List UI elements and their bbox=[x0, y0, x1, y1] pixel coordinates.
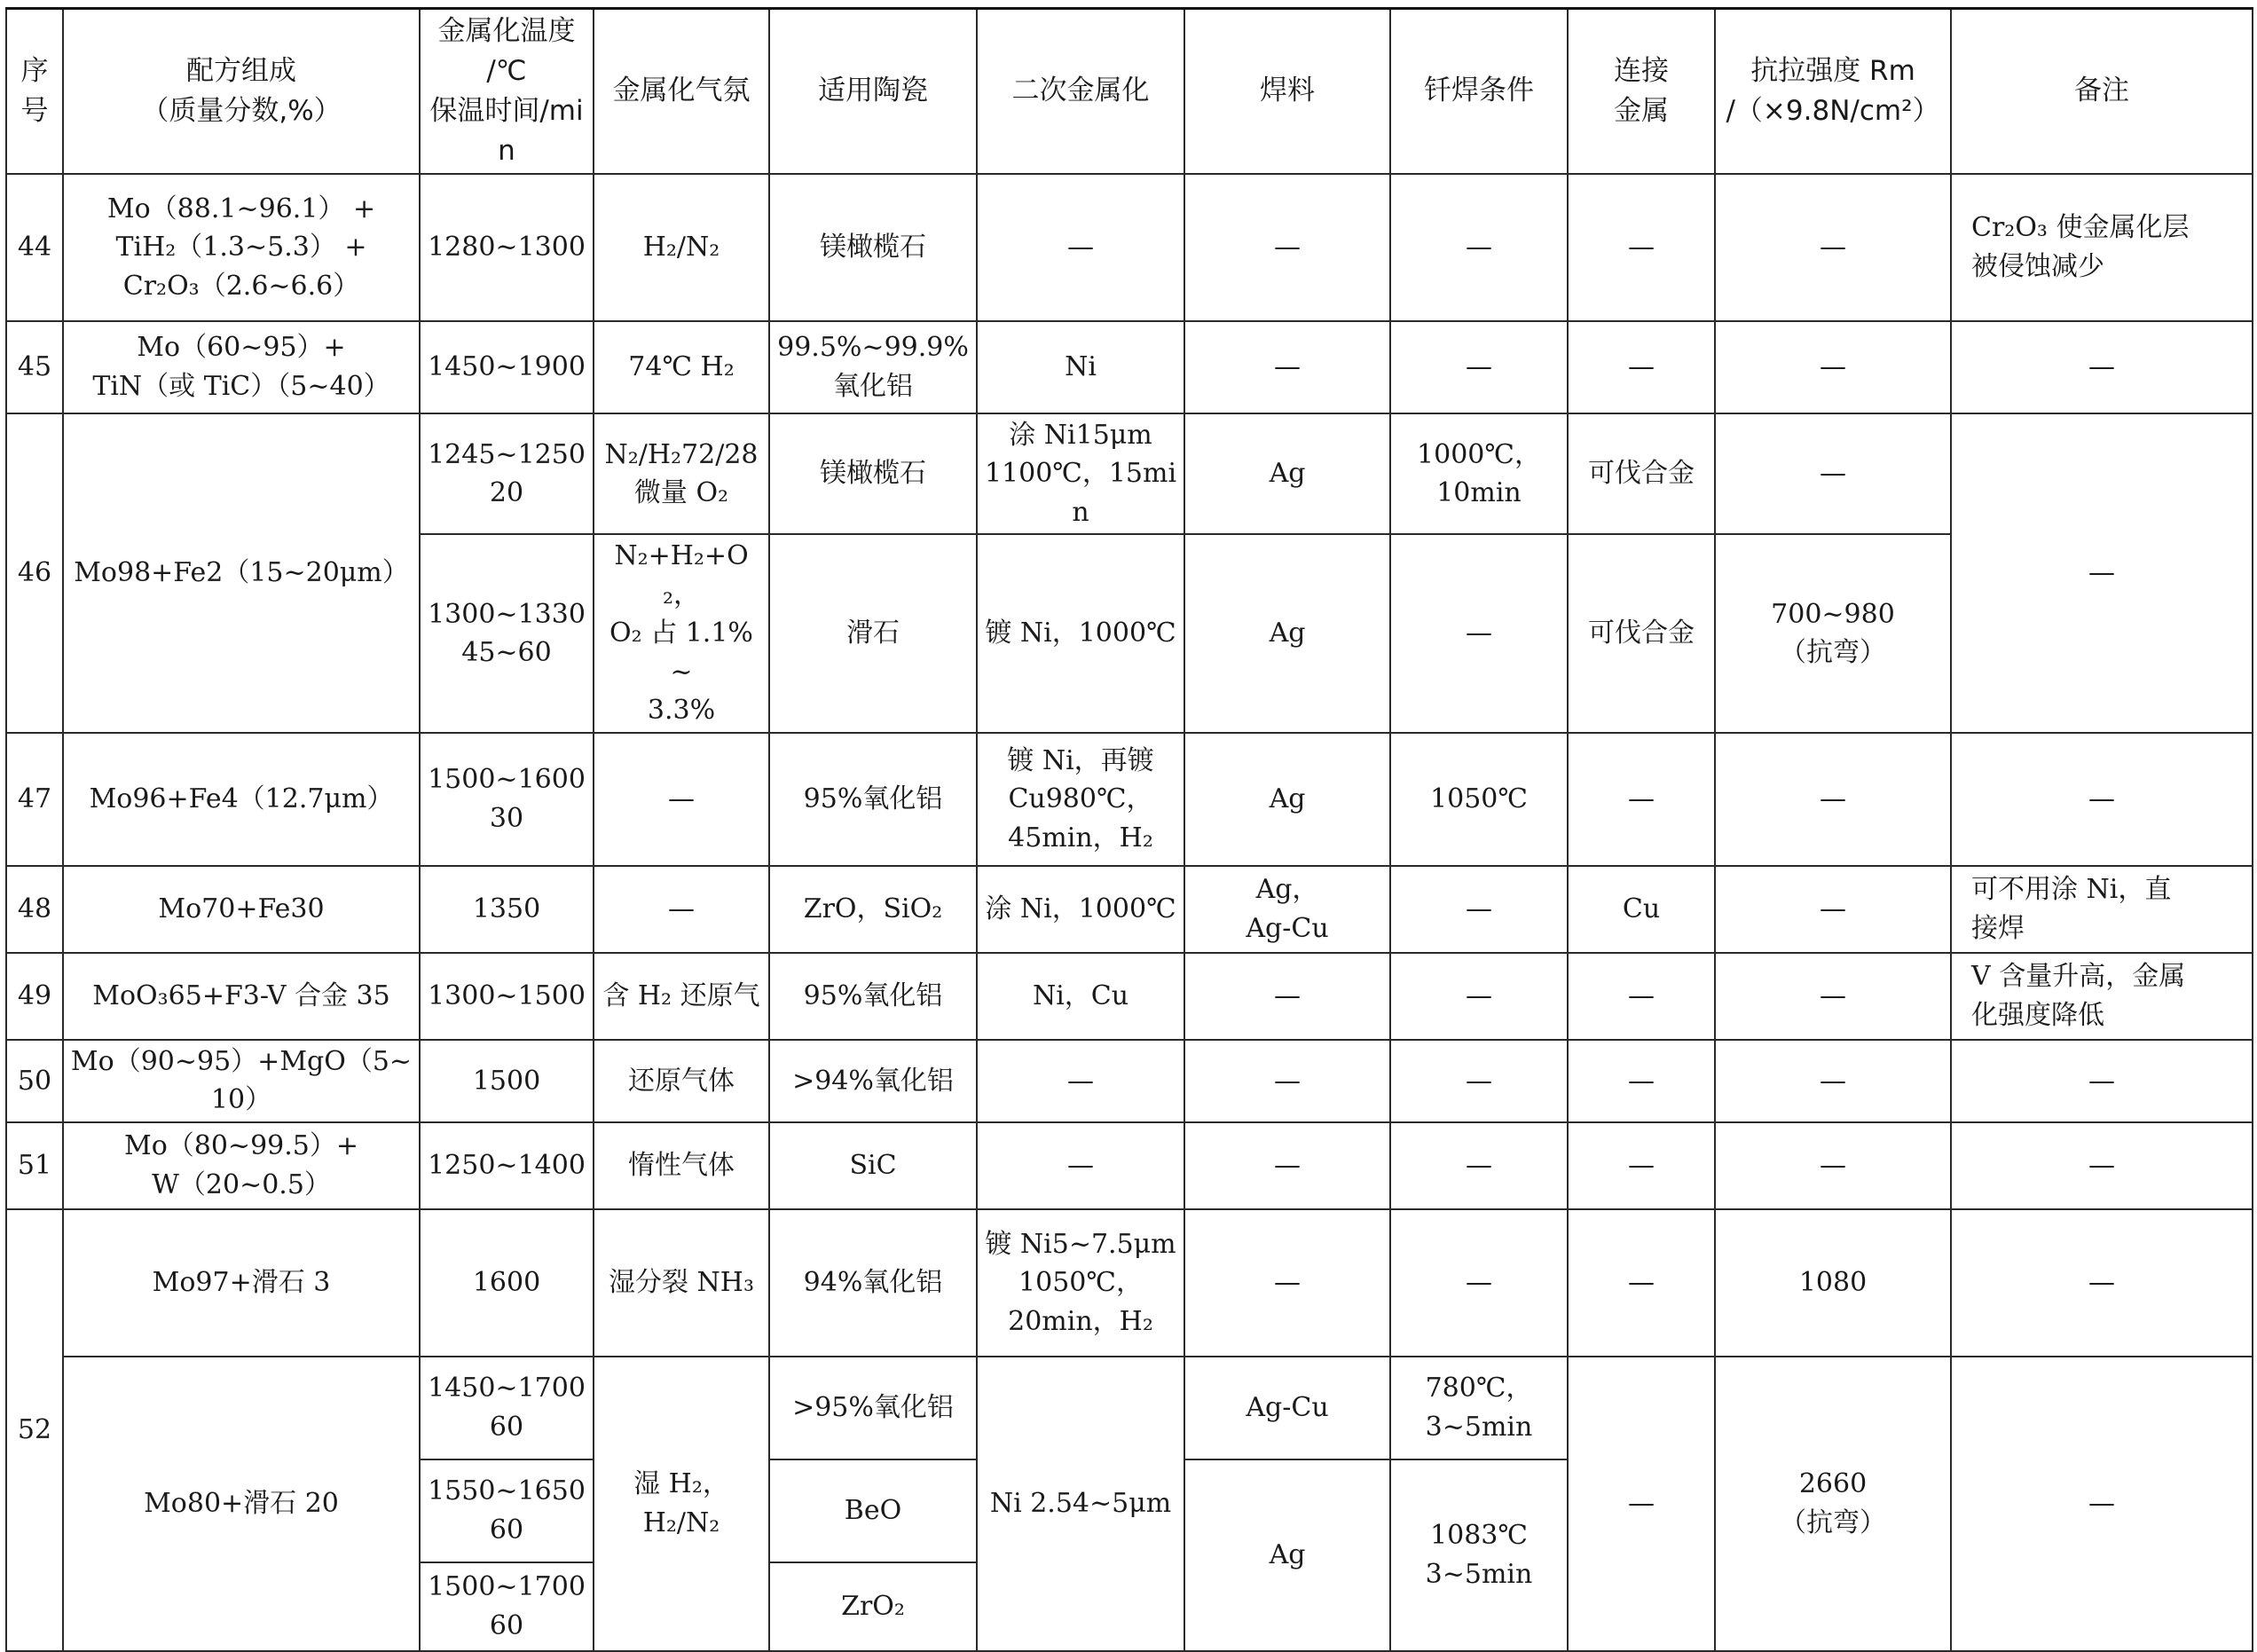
temp-cell: 1300~1500 bbox=[420, 953, 594, 1040]
brazing-cell: 780℃， 3~5min bbox=[1390, 1357, 1568, 1459]
atmosphere-cell: N₂/H₂72/28 微量 O₂ bbox=[594, 413, 769, 535]
atmosphere-cell: — bbox=[594, 866, 769, 953]
second-metallization-cell: 涂 Ni，1000℃ bbox=[977, 866, 1184, 953]
header-joint-metal: 连接 金属 bbox=[1568, 9, 1715, 174]
temp-cell: 1450~1700 60 bbox=[420, 1357, 594, 1459]
brazing-cell: — bbox=[1390, 174, 1568, 321]
recipe-cell: Mo（80~99.5）+ W（20~0.5） bbox=[63, 1122, 420, 1209]
note-cell: — bbox=[1951, 321, 2253, 413]
second-metallization-cell: 涂 Ni15μm 1100℃，15min bbox=[977, 413, 1184, 535]
strength-cell: — bbox=[1715, 733, 1951, 866]
header-note: 备注 bbox=[1951, 9, 2253, 174]
recipe-cell: Mo70+Fe30 bbox=[63, 866, 420, 953]
strength-cell: — bbox=[1715, 1040, 1951, 1122]
ceramic-cell: >94%氧化铝 bbox=[769, 1040, 977, 1122]
row-no: 50 bbox=[6, 1040, 63, 1122]
atmosphere-cell: 含 H₂ 还原气 bbox=[594, 953, 769, 1040]
atmosphere-cell: 湿 H₂， H₂/N₂ bbox=[594, 1357, 769, 1651]
solder-cell: Ag bbox=[1184, 733, 1390, 866]
header-brazing-condition: 钎焊条件 bbox=[1390, 9, 1568, 174]
recipe-cell: Mo80+滑石 20 bbox=[63, 1357, 420, 1651]
row-no: 46 bbox=[6, 413, 63, 733]
second-metallization-cell: Ni，Cu bbox=[977, 953, 1184, 1040]
recipe-cell: Mo（88.1~96.1） + TiH₂（1.3~5.3） + Cr₂O₃（2.6~6.6） bbox=[63, 174, 420, 321]
note-cell: V 含量升高，金属 化强度降低 bbox=[1951, 953, 2253, 1040]
note-cell: — bbox=[1951, 1122, 2253, 1209]
temp-cell: 1250~1400 bbox=[420, 1122, 594, 1209]
table-row bbox=[6, 413, 2253, 535]
header-atmosphere: 金属化气氛 bbox=[594, 9, 769, 174]
joint-metal-cell: — bbox=[1568, 1357, 1715, 1651]
table-row bbox=[6, 1122, 2253, 1209]
atmosphere-cell: N₂+H₂+O₂， O₂ 占 1.1%~ 3.3% bbox=[594, 534, 769, 733]
joint-metal-cell: — bbox=[1568, 733, 1715, 866]
note-cell: — bbox=[1951, 413, 2253, 733]
ceramic-cell: ZrO₂ bbox=[769, 1562, 977, 1651]
brazing-cell: — bbox=[1390, 866, 1568, 953]
header-solder: 焊料 bbox=[1184, 9, 1390, 174]
header-tensile-strength: 抗拉强度 Rm /（×9.8N/cm²） bbox=[1715, 9, 1951, 174]
header-second-metallization: 二次金属化 bbox=[977, 9, 1184, 174]
ceramic-cell: SiC bbox=[769, 1122, 977, 1209]
header-recipe: 配方组成 （质量分数,%） bbox=[63, 9, 420, 174]
brazing-cell: 1050℃ bbox=[1390, 733, 1568, 866]
header-no: 序 号 bbox=[6, 9, 63, 174]
solder-cell: — bbox=[1184, 1122, 1390, 1209]
temp-cell: 1550~1650 60 bbox=[420, 1459, 594, 1562]
brazing-cell: 1000℃， 10min bbox=[1390, 413, 1568, 535]
strength-cell: 2660 （抗弯） bbox=[1715, 1357, 1951, 1651]
atmosphere-cell: 惰性气体 bbox=[594, 1122, 769, 1209]
row-no: 49 bbox=[6, 953, 63, 1040]
note-cell: — bbox=[1951, 1357, 2253, 1651]
solder-cell: Ag-Cu bbox=[1184, 1357, 1390, 1459]
brazing-cell: — bbox=[1390, 1122, 1568, 1209]
row-no: 45 bbox=[6, 321, 63, 413]
solder-cell: Ag bbox=[1184, 1459, 1390, 1651]
row-no: 48 bbox=[6, 866, 63, 953]
second-metallization-cell: — bbox=[977, 1040, 1184, 1122]
note-cell: — bbox=[1951, 1040, 2253, 1122]
joint-metal-cell: — bbox=[1568, 1122, 1715, 1209]
ceramic-cell: 95%氧化铝 bbox=[769, 733, 977, 866]
brazing-cell: — bbox=[1390, 534, 1568, 733]
header-ceramic: 适用陶瓷 bbox=[769, 9, 977, 174]
table-row bbox=[6, 1209, 2253, 1357]
joint-metal-cell: Cu bbox=[1568, 866, 1715, 953]
ceramic-cell: 94%氧化铝 bbox=[769, 1209, 977, 1357]
temp-cell: 1500~1600 30 bbox=[420, 733, 594, 866]
solder-cell: Ag bbox=[1184, 413, 1390, 535]
row-no: 51 bbox=[6, 1122, 63, 1209]
ceramic-cell: BeO bbox=[769, 1459, 977, 1562]
ceramic-cell: 95%氧化铝 bbox=[769, 953, 977, 1040]
strength-cell: — bbox=[1715, 953, 1951, 1040]
metallization-table bbox=[5, 7, 2253, 1652]
joint-metal-cell: — bbox=[1568, 174, 1715, 321]
brazing-cell: 1083℃ 3~5min bbox=[1390, 1459, 1568, 1651]
strength-cell: — bbox=[1715, 174, 1951, 321]
joint-metal-cell: 可伐合金 bbox=[1568, 534, 1715, 733]
ceramic-cell: 镁橄榄石 bbox=[769, 174, 977, 321]
brazing-cell: — bbox=[1390, 953, 1568, 1040]
header-temp: 金属化温度 /℃ 保温时间/min bbox=[420, 9, 594, 174]
strength-cell: — bbox=[1715, 413, 1951, 535]
table-row bbox=[6, 321, 2253, 413]
second-metallization-cell: 镀 Ni，1000℃ bbox=[977, 534, 1184, 733]
solder-cell: — bbox=[1184, 1040, 1390, 1122]
table-row bbox=[6, 953, 2253, 1040]
solder-cell: — bbox=[1184, 174, 1390, 321]
recipe-cell: Mo（60~95）+ TiN（或 TiC）（5~40） bbox=[63, 321, 420, 413]
note-cell: — bbox=[1951, 1209, 2253, 1357]
row-no: 47 bbox=[6, 733, 63, 866]
solder-cell: Ag， Ag-Cu bbox=[1184, 866, 1390, 953]
joint-metal-cell: 可伐合金 bbox=[1568, 413, 1715, 535]
joint-metal-cell: — bbox=[1568, 1040, 1715, 1122]
table-row bbox=[6, 1357, 2253, 1459]
temp-cell: 1280~1300 bbox=[420, 174, 594, 321]
atmosphere-cell: 74℃ H₂ bbox=[594, 321, 769, 413]
note-cell: — bbox=[1951, 733, 2253, 866]
ceramic-cell: >95%氧化铝 bbox=[769, 1357, 977, 1459]
strength-cell: — bbox=[1715, 1122, 1951, 1209]
second-metallization-cell: 镀 Ni，再镀 Cu980℃， 45min，H₂ bbox=[977, 733, 1184, 866]
joint-metal-cell: — bbox=[1568, 953, 1715, 1040]
temp-cell: 1350 bbox=[420, 866, 594, 953]
temp-cell: 1500~1700 60 bbox=[420, 1562, 594, 1651]
recipe-cell: Mo98+Fe2（15~20μm） bbox=[63, 413, 420, 733]
strength-cell: — bbox=[1715, 321, 1951, 413]
ceramic-cell: 99.5%~99.9% 氧化铝 bbox=[769, 321, 977, 413]
note-cell: Cr₂O₃ 使金属化层 被侵蚀减少 bbox=[1951, 174, 2253, 321]
solder-cell: Ag bbox=[1184, 534, 1390, 733]
strength-cell: 700~980 （抗弯） bbox=[1715, 534, 1951, 733]
joint-metal-cell: — bbox=[1568, 1209, 1715, 1357]
second-metallization-cell: Ni bbox=[977, 321, 1184, 413]
table-row bbox=[6, 1040, 2253, 1122]
recipe-cell: MoO₃65+F3-V 合金 35 bbox=[63, 953, 420, 1040]
temp-cell: 1500 bbox=[420, 1040, 594, 1122]
atmosphere-cell: H₂/N₂ bbox=[594, 174, 769, 321]
brazing-cell: — bbox=[1390, 321, 1568, 413]
header-row bbox=[6, 9, 2253, 174]
strength-cell: 1080 bbox=[1715, 1209, 1951, 1357]
second-metallization-cell: — bbox=[977, 174, 1184, 321]
recipe-cell: Mo96+Fe4（12.7μm） bbox=[63, 733, 420, 866]
row-no: 52 bbox=[6, 1209, 63, 1651]
temp-cell: 1600 bbox=[420, 1209, 594, 1357]
ceramic-cell: 镁橄榄石 bbox=[769, 413, 977, 535]
ceramic-cell: 滑石 bbox=[769, 534, 977, 733]
strength-cell: — bbox=[1715, 866, 1951, 953]
atmosphere-cell: 还原气体 bbox=[594, 1040, 769, 1122]
table-row bbox=[6, 174, 2253, 321]
solder-cell: — bbox=[1184, 321, 1390, 413]
solder-cell: — bbox=[1184, 1209, 1390, 1357]
brazing-cell: — bbox=[1390, 1040, 1568, 1122]
temp-cell: 1245~1250 20 bbox=[420, 413, 594, 535]
recipe-cell: Mo97+滑石 3 bbox=[63, 1209, 420, 1357]
atmosphere-cell: 湿分裂 NH₃ bbox=[594, 1209, 769, 1357]
brazing-cell: — bbox=[1390, 1209, 1568, 1357]
second-metallization-cell: 镀 Ni5~7.5μm 1050℃， 20min，H₂ bbox=[977, 1209, 1184, 1357]
note-cell: 可不用涂 Ni，直 接焊 bbox=[1951, 866, 2253, 953]
row-no: 44 bbox=[6, 174, 63, 321]
temp-cell: 1300~1330 45~60 bbox=[420, 534, 594, 733]
ceramic-cell: ZrO，SiO₂ bbox=[769, 866, 977, 953]
second-metallization-cell: Ni 2.54~5μm bbox=[977, 1357, 1184, 1651]
solder-cell: — bbox=[1184, 953, 1390, 1040]
atmosphere-cell: — bbox=[594, 733, 769, 866]
table-row bbox=[6, 866, 2253, 953]
table-row bbox=[6, 733, 2253, 866]
recipe-cell: Mo（90~95）+MgO（5~10） bbox=[63, 1040, 420, 1122]
joint-metal-cell: — bbox=[1568, 321, 1715, 413]
temp-cell: 1450~1900 bbox=[420, 321, 594, 413]
second-metallization-cell: — bbox=[977, 1122, 1184, 1209]
